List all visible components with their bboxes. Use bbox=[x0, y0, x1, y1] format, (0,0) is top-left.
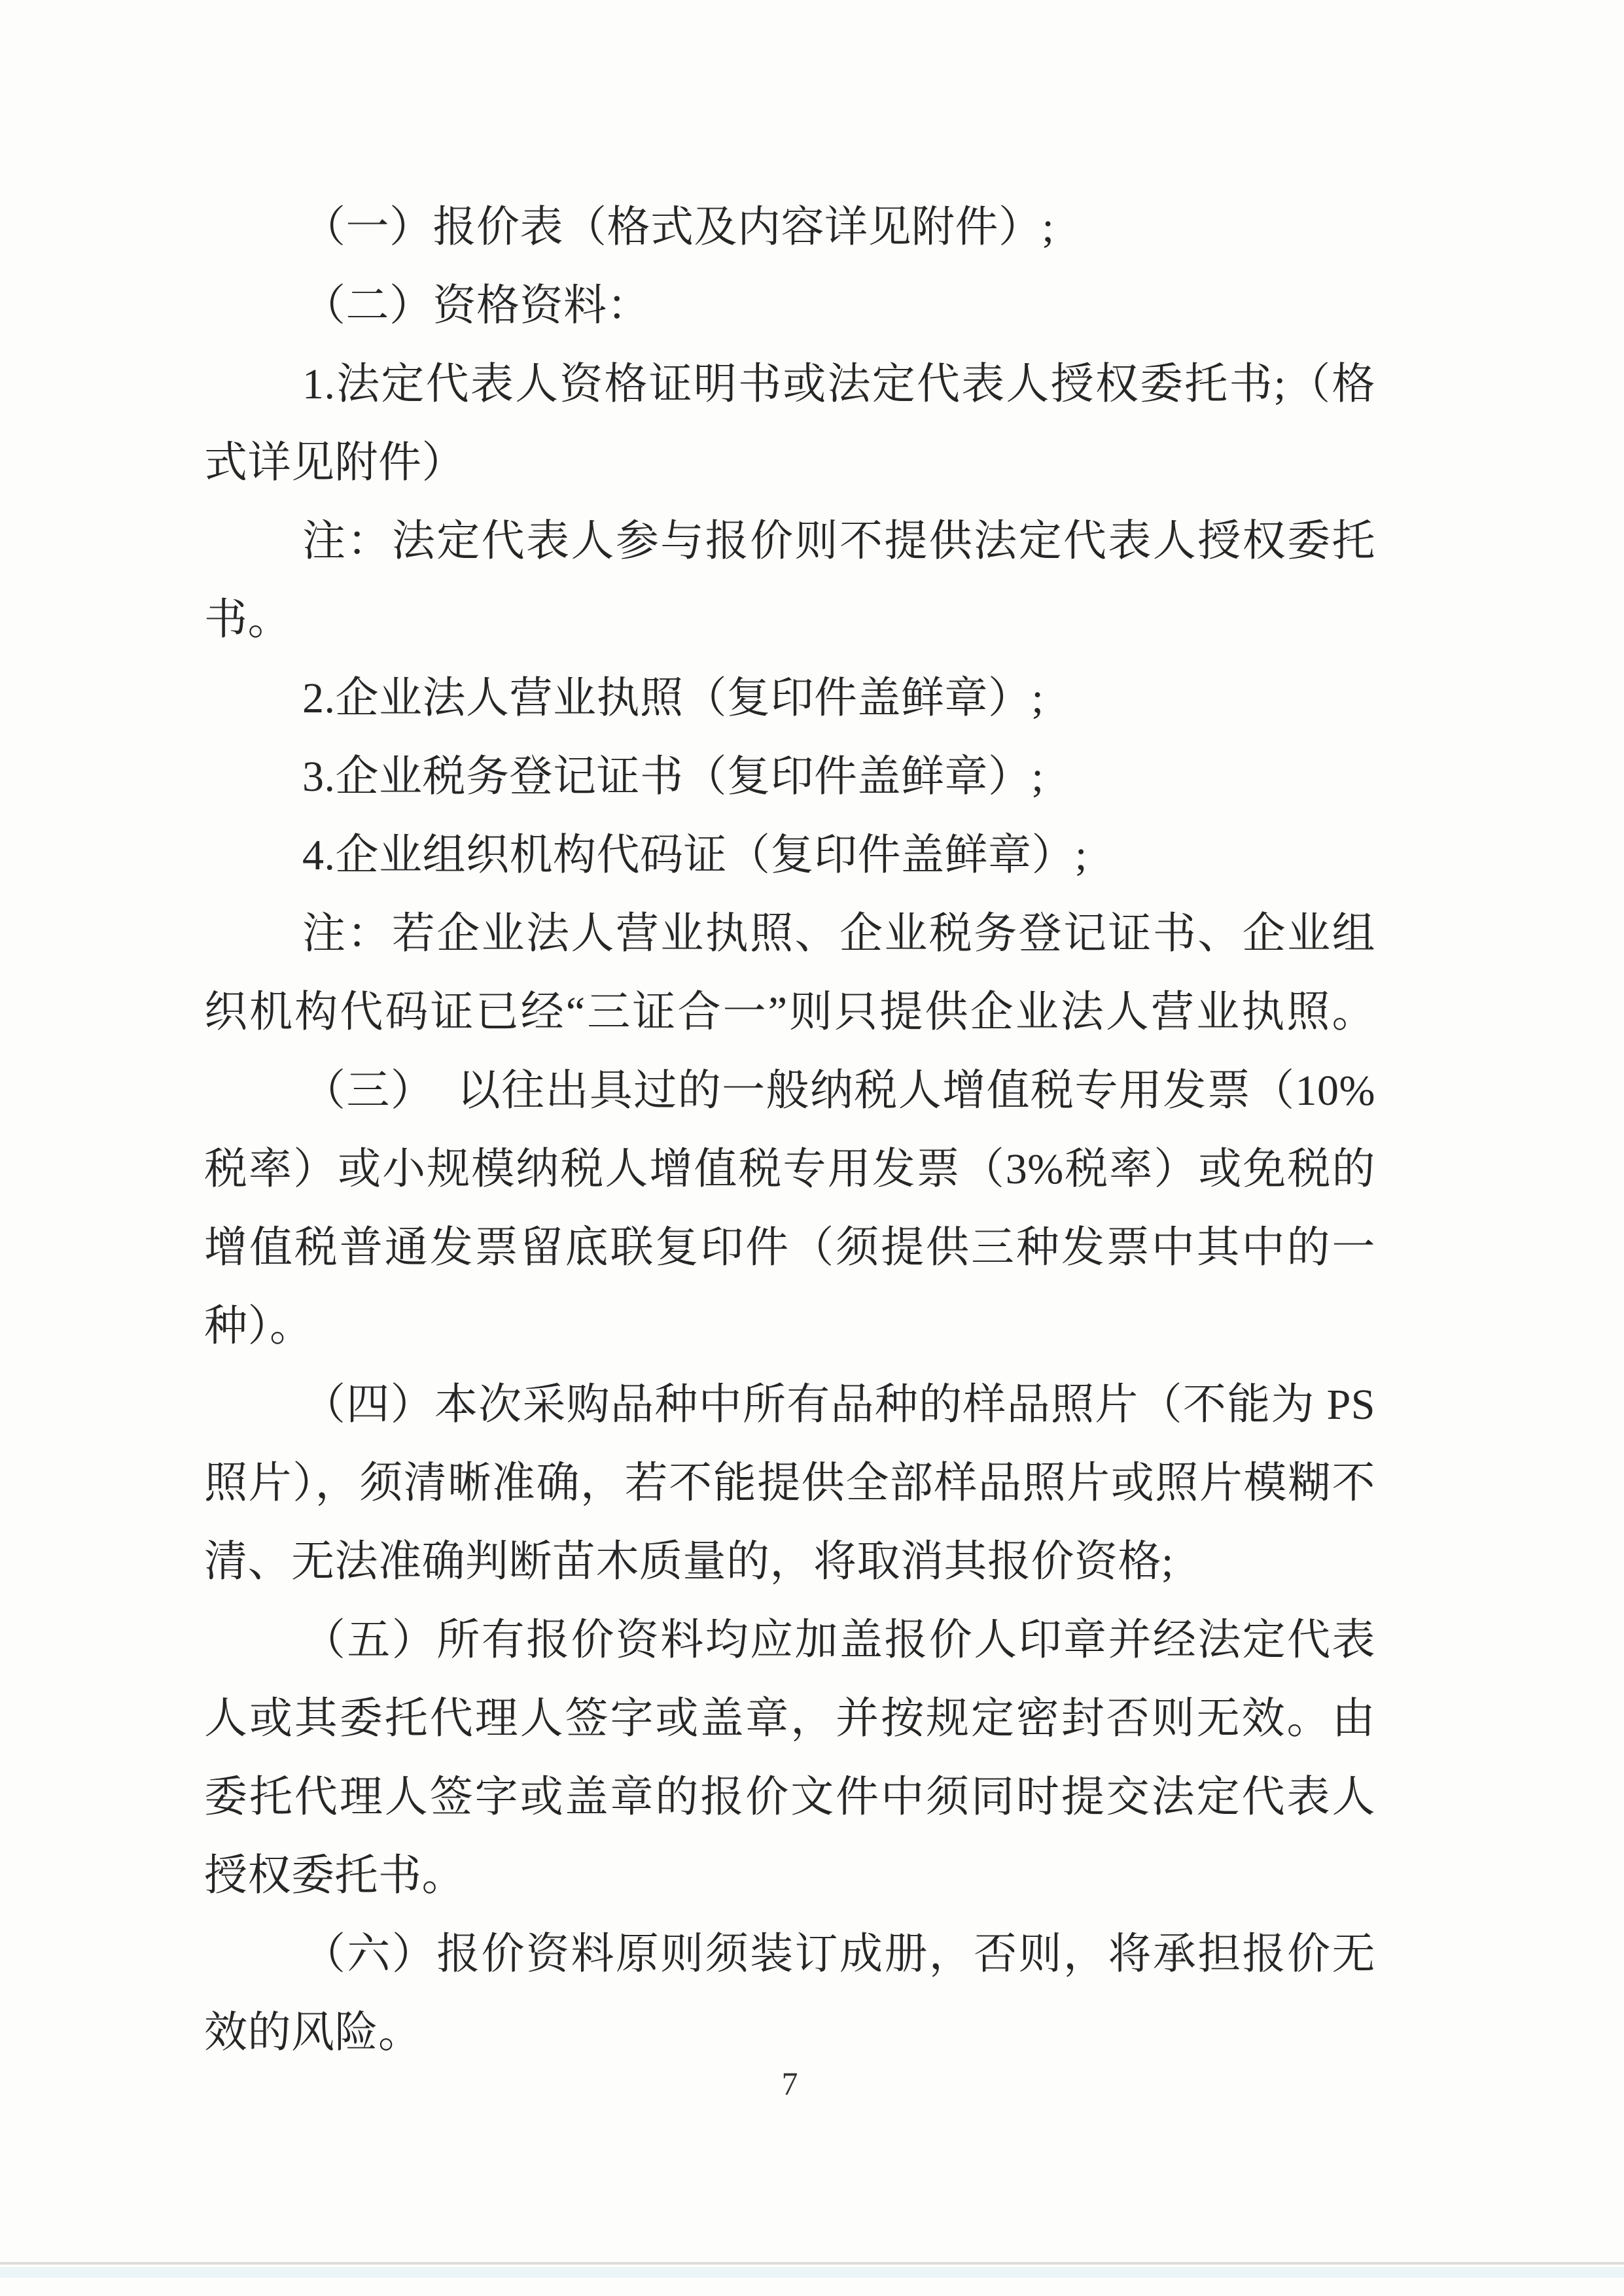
text-line: 注：若企业法人营业执照、企业税务登记证书、企业组 bbox=[302, 910, 1375, 958]
text-line: （三） 以往出具过的一般纳税人增值税专用发票（10% bbox=[302, 1067, 1375, 1115]
text-line: 税率）或小规模纳税人增值税专用发票（3%税率）或免税的 bbox=[204, 1145, 1375, 1193]
document-body bbox=[204, 188, 1375, 2072]
text-line: （五）所有报价资料均应加盖报价人印章并经法定代表 bbox=[302, 1616, 1375, 1664]
text-line: 书。 bbox=[204, 596, 291, 644]
text-line: 注：法定代表人参与报价则不提供法定代表人授权委托 bbox=[302, 517, 1375, 565]
text-line: 委托代理人签字或盖章的报价文件中须同时提交法定代表人 bbox=[204, 1773, 1375, 1821]
text-line: 式详见附件） bbox=[204, 439, 465, 487]
text-line: 3.企业税务登记证书（复印件盖鲜章）; bbox=[302, 753, 1044, 801]
text-line: 人或其委托代理人签字或盖章，并按规定密封否则无效。由 bbox=[204, 1695, 1375, 1743]
text-line: 效的风险。 bbox=[204, 2009, 422, 2057]
page-footer bbox=[204, 2061, 1375, 2106]
text-line: 织机构代码证已经“三证合一”则只提供企业法人营业执照。 bbox=[204, 988, 1375, 1036]
text-line: 清、无法准确判断苗木质量的，将取消其报价资格; bbox=[204, 1538, 1174, 1586]
page-number: 7 bbox=[781, 2065, 798, 2102]
text-line: （六）报价资料原则须装订成册，否则，将承担报价无 bbox=[302, 1930, 1375, 1978]
text-line: （四）本次采购品种中所有品种的样品照片（不能为 PS bbox=[302, 1381, 1375, 1429]
scan-artifact-tint bbox=[0, 2267, 1624, 2278]
scan-artifact-line bbox=[0, 2262, 1624, 2265]
text-line: 2.企业法人营业执照（复印件盖鲜章）; bbox=[302, 674, 1044, 722]
text-line: （一）报价表（格式及内容详见附件）; bbox=[302, 203, 1055, 251]
text-line: 授权委托书。 bbox=[204, 1852, 465, 1900]
text-line: 增值税普通发票留底联复印件（须提供三种发票中其中的一 bbox=[204, 1224, 1375, 1272]
text-line: 照片），须清晰准确，若不能提供全部样品照片或照片模糊不 bbox=[204, 1459, 1375, 1507]
text-line: 种）。 bbox=[204, 1302, 313, 1350]
text-line: （二）资格资料： bbox=[302, 282, 650, 330]
text-line: 1.法定代表人资格证明书或法定代表人授权委托书;（格 bbox=[302, 360, 1375, 408]
text-line: 4.企业组织机构代码证（复印件盖鲜章）; bbox=[302, 831, 1087, 879]
